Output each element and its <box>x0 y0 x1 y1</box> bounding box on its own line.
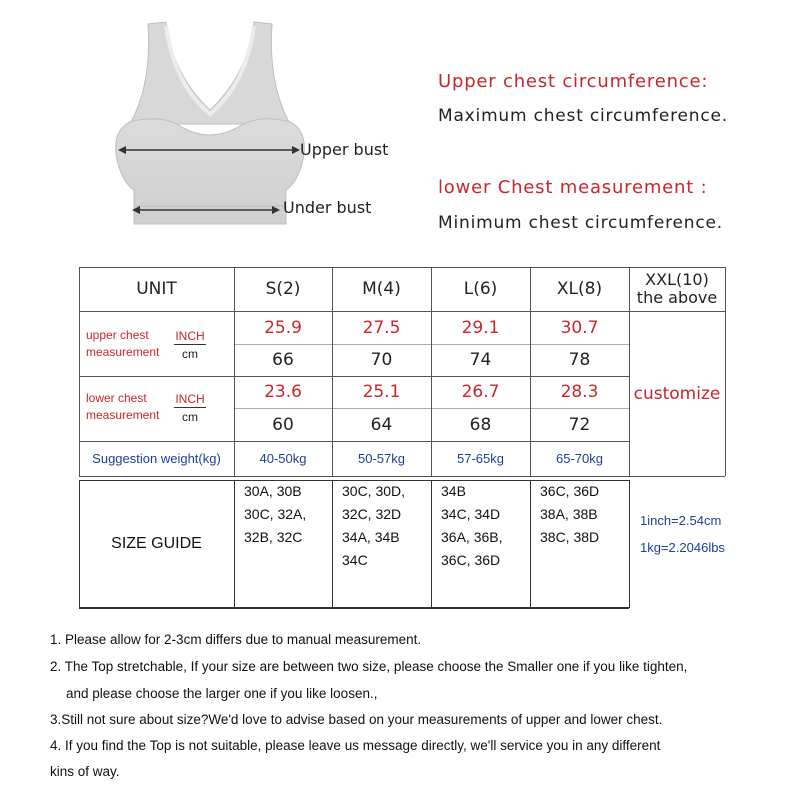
size-guide-xl-line1: 36C, 36D <box>540 483 600 499</box>
unit-header: UNIT <box>136 279 177 299</box>
upper-chest-title: Upper chest circumference: <box>438 71 709 92</box>
size-guide-s <box>234 480 332 607</box>
upper-cm-unit: cm <box>182 347 198 361</box>
size-guide-s-line2: 30C, 32A, <box>244 506 307 522</box>
lower-inch-xl: 28.3 <box>560 382 599 402</box>
lower-cm-l: 68 <box>469 414 492 435</box>
lower-chest-title: lower Chest measurement : <box>438 177 708 198</box>
size-guide-l-line2: 34C, 34D <box>441 506 501 522</box>
size-header-m: M(4) <box>362 279 401 299</box>
lower-cm-xl: 72 <box>568 414 591 435</box>
size-guide-l <box>431 480 530 607</box>
size-guide-m-line2: 32C, 32D <box>342 506 402 522</box>
size-guide-xl-line2: 38A, 38B <box>540 506 598 522</box>
note-2-continued: and please choose the larger one if you like loosen., <box>66 686 378 701</box>
lower-inch-unit: INCH <box>175 392 205 406</box>
weight-m: 50-57kg <box>358 451 405 466</box>
upper-chest-row-label-line2: measurement <box>86 345 160 359</box>
upper-cm-l: 74 <box>469 350 492 370</box>
size-guide-s-line3: 32B, 32C <box>244 529 303 545</box>
size-guide-m-line3: 34A, 34B <box>342 529 400 545</box>
lower-inch-l: 26.7 <box>461 382 500 402</box>
under-bust-label: Under bust <box>283 198 372 217</box>
size-guide-l-line4: 36C, 36D <box>441 552 501 568</box>
lower-inch-m: 25.1 <box>362 382 401 402</box>
lower-cm-s: 60 <box>272 414 294 435</box>
weight-row-label: Suggestion weight(kg) <box>92 451 221 466</box>
upper-chest-text: Maximum chest circumference. <box>438 106 728 126</box>
upper-chest-row-label-line1: upper chest <box>86 328 149 342</box>
size-guide-label: SIZE GUIDE <box>111 534 202 552</box>
upper-bust-label: Upper bust <box>300 140 389 159</box>
size-header-xxl <box>629 267 725 311</box>
size-guide-m <box>332 480 431 607</box>
size-guide-l-line3: 36A, 36B, <box>441 529 503 545</box>
size-header-xxl-line1: XXL(10) <box>645 270 709 289</box>
upper-cm-xl: 78 <box>568 350 591 370</box>
upper-inch-m: 27.5 <box>362 317 401 338</box>
weight-s: 40-50kg <box>259 451 307 466</box>
size-header-xl: XL(8) <box>556 279 603 299</box>
upper-inch-unit: INCH <box>175 329 205 343</box>
lower-cm-m: 64 <box>370 414 393 435</box>
size-header-s: S(2) <box>265 279 301 299</box>
upper-cm-m: 70 <box>370 350 393 370</box>
lower-cm-unit: cm <box>182 410 198 424</box>
size-guide-s-line1: 30A, 30B <box>244 483 302 499</box>
size-guide-m-line4: 34C <box>342 552 368 568</box>
size-header-xxl-line2: the above <box>636 288 718 307</box>
weight-l: 57-65kg <box>457 451 504 466</box>
size-header-l: L(6) <box>463 279 498 299</box>
upper-chest-row-label <box>86 327 159 361</box>
upper-unit-divider <box>174 344 206 345</box>
lower-chest-row-label-line2: measurement <box>86 408 160 422</box>
lower-chest-text: Minimum chest circumference. <box>438 213 723 233</box>
lower-chest-row-label <box>86 390 159 424</box>
upper-inch-l: 29.1 <box>461 317 500 338</box>
note-2: 2. The Top stretchable, If your size are between two size, please choose the Smaller one if you like tighten, <box>50 659 688 674</box>
size-guide-l-line1: 34B <box>441 483 466 499</box>
inch-conversion: 1inch=2.54cm <box>640 513 722 528</box>
note-3: 3.Still not sure about size?We'd love to advise based on your measurements of upper and lower chest. <box>50 712 663 727</box>
customize-cell: customize <box>633 383 721 404</box>
note-4: 4. If you find the Top is not suitable, please leave us message directly, we'll service you in any different <box>50 738 661 753</box>
size-guide-xl <box>530 480 629 607</box>
lower-inch-s: 23.6 <box>264 382 302 402</box>
size-guide-m-line1: 30C, 30D, <box>342 483 406 499</box>
size-guide-xl-line3: 38C, 38D <box>540 529 600 545</box>
lower-unit-divider <box>174 407 206 408</box>
note-4-continued: kins of way. <box>50 764 120 779</box>
note-1: 1. Please allow for 2-3cm differs due to manual measurement. <box>50 632 422 647</box>
weight-xl: 65-70kg <box>556 451 603 466</box>
upper-inch-xl: 30.7 <box>560 317 599 338</box>
kg-conversion: 1kg=2.2046lbs <box>640 540 725 555</box>
lower-chest-row-label-line1: lower chest <box>86 391 147 405</box>
upper-inch-s: 25.9 <box>264 317 302 338</box>
upper-cm-s: 66 <box>272 350 294 370</box>
